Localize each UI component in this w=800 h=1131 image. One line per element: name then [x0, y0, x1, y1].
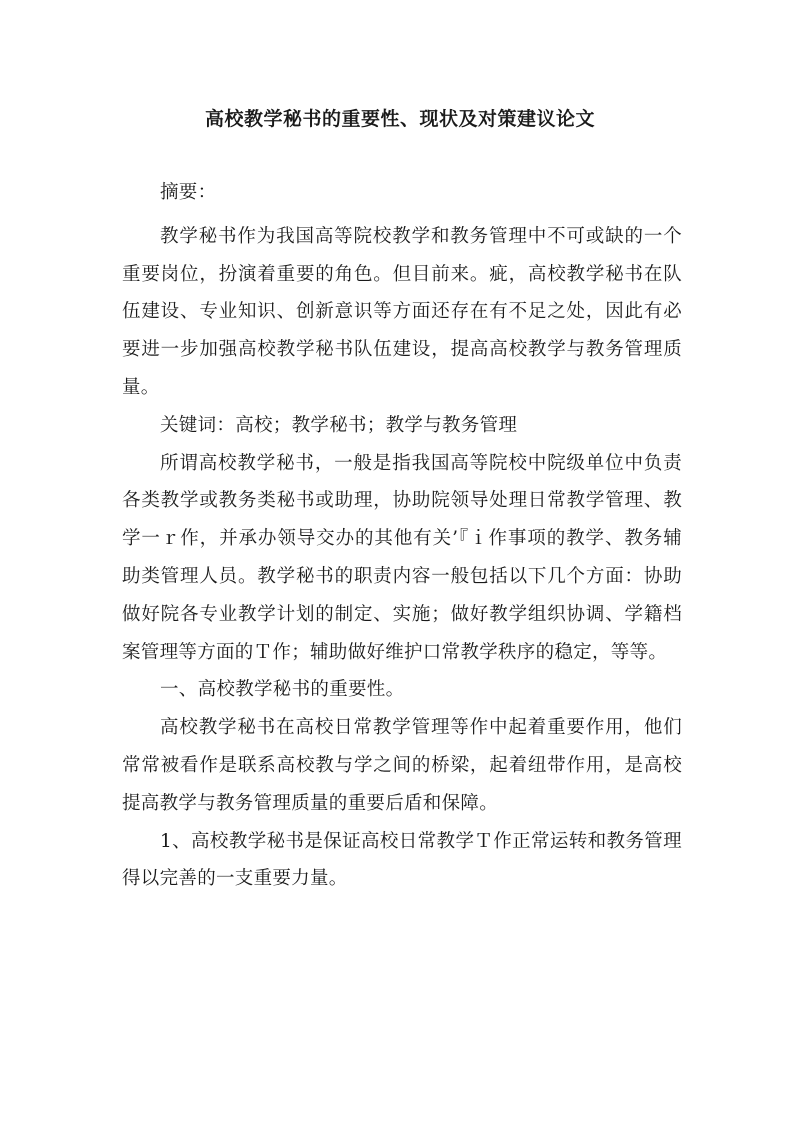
- document-body: [122, 174, 682, 898]
- subsection-1-paragraph: 1、高校教学秘书是保证高校日常教学Ｔ作正常运转和教务管理得以完善的一支重要力量。: [122, 830, 682, 890]
- keywords-paragraph: 关键词：高校；教学秘书；教学与教务管理: [160, 414, 518, 436]
- abstract-paragraph: 教学秘书作为我国高等院校教学和教务管理中不可或缺的一个重要岗位，扮演着重要的角色。但目前来。疵，高校教学秘书在队伍建设、专业知识、创新意识等方面还存在有不足之处，因此有必要进一步加强高校教学秘书队伍建设，提高高校教学与教务管理质量。: [122, 225, 682, 398]
- section-1-paragraph: 高校教学秘书在高校日常教学管理等作中起着重要作用，他们常常被看作是联系高校教与学之间的桥梁，起着纽带作用，是高校提高教学与教务管理质量的重要后盾和保障。: [122, 717, 682, 814]
- section-heading-1: 一、高校教学秘书的重要性。: [160, 679, 405, 701]
- document-title: 高校教学秘书的重要性、现状及对策建议论文: [204, 108, 595, 130]
- abstract-label: 摘要：: [160, 182, 217, 203]
- definition-paragraph: 所谓高校教学秘书，一般是指我国高等院校中院级单位中负责各类教学或教务类秘书或助理，协助院领导处理日常教学管理、教学一ｒ作，并承办领导交办的其他有关’『ｉ作事项的教学、教务辅助类管理人员。教学秘书的职责内容一般包括以下几个方面：协助做好院各专业教学计划的制定、实施；做好教学组织协调、学籍档案管理等方面的Ｔ作；辅助做好维护口常教学秩序的稳定，等等。: [122, 452, 682, 663]
